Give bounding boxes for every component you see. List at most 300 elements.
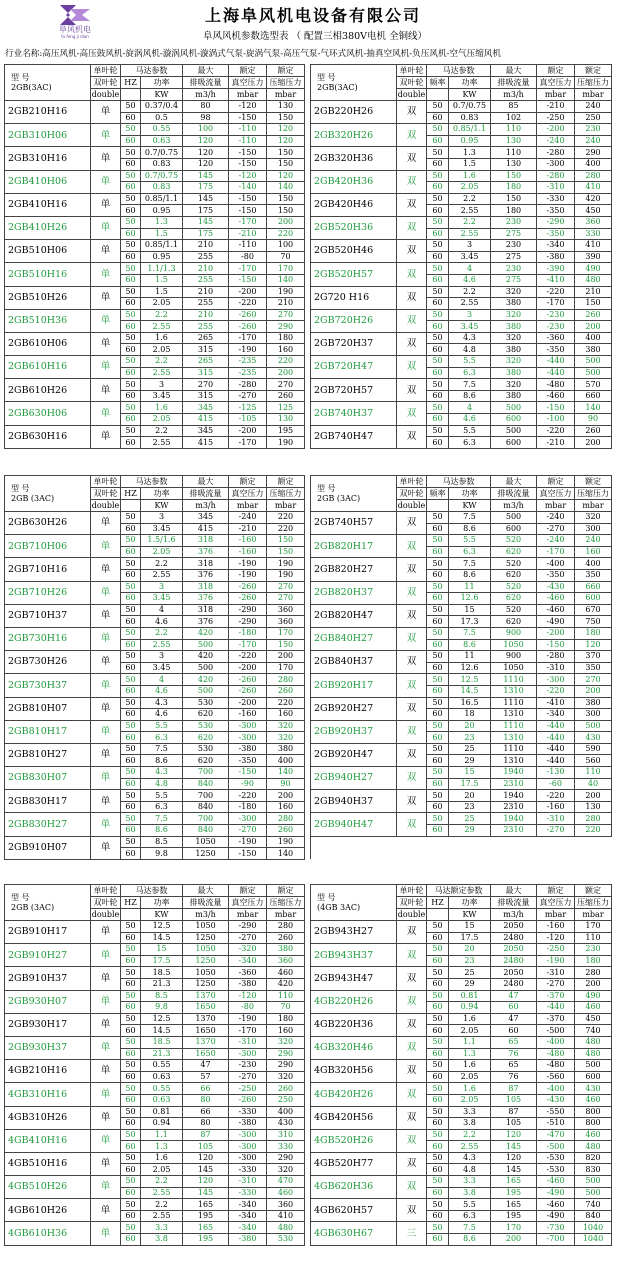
model-cell: 2GB740H57 <box>311 512 397 535</box>
freq-cell: 60 <box>427 932 449 944</box>
power-cell: 2.05 <box>141 414 183 426</box>
pressure-unit: mbar <box>267 909 305 921</box>
vacuum-cell: -160 <box>229 546 267 558</box>
impeller-type-cell: 双 <box>397 309 427 332</box>
flow-cell: 840 <box>183 778 229 790</box>
impeller-type-cell: 双 <box>397 1152 427 1175</box>
freq-cell: 50 <box>427 402 449 414</box>
flow-cell: 180 <box>491 182 537 194</box>
vacuum-cell: -200 <box>229 425 267 437</box>
power-cell: 20 <box>449 944 491 956</box>
freq-cell: 60 <box>427 228 449 240</box>
vacuum-cell: -430 <box>537 581 575 593</box>
pressure-cell: 460 <box>575 1002 612 1014</box>
flow-cell: 840 <box>183 801 229 813</box>
vacuum-cell: -110 <box>229 240 267 252</box>
freq-cell: 50 <box>427 558 449 570</box>
flow-cell: 420 <box>183 651 229 663</box>
pressure-cell: 170 <box>267 627 305 639</box>
power-cell: 15 <box>141 944 183 956</box>
freq-cell: 50 <box>427 425 449 437</box>
vacuum-cell: -260 <box>229 1094 267 1106</box>
freq-cell: 50 <box>427 944 449 956</box>
flow-cell: 120 <box>491 1152 537 1164</box>
vacuum-cell: -210 <box>229 228 267 240</box>
power-unit: KW <box>449 500 491 512</box>
flow-cell: 320 <box>491 286 537 298</box>
flow-cell: 1940 <box>491 767 537 779</box>
model-cell: 2GB830H27 <box>5 813 91 836</box>
vacuum-cell: -300 <box>229 1129 267 1141</box>
pressure-cell: 190 <box>267 286 305 298</box>
power-unit: KW <box>141 89 183 101</box>
vacuum-cell: -110 <box>229 135 267 147</box>
freq-cell: 50 <box>427 535 449 547</box>
power-cell: 0.37/0.4 <box>141 101 183 113</box>
vacuum-cell: -180 <box>229 627 267 639</box>
pressure-cell: 290 <box>267 1060 305 1072</box>
vacuum-cell: -160 <box>537 801 575 813</box>
flow-cell: 145 <box>183 1187 229 1199</box>
pressure-cell: 150 <box>575 298 612 310</box>
impeller-type-cell: 双 <box>397 813 427 836</box>
model-head-label: 型 号 <box>317 73 336 83</box>
vacuum-cell: -230 <box>229 1060 267 1072</box>
impeller-type-cell: 单 <box>91 425 121 448</box>
table-row <box>5 558 612 570</box>
flow-cell: 47 <box>183 1060 229 1072</box>
table-row <box>5 332 612 344</box>
power-cell: 1.1/1.3 <box>141 263 183 275</box>
power-cell: 0.85/1.1 <box>141 193 183 205</box>
vacuum-cell: -200 <box>537 124 575 136</box>
pressure-cell: 290 <box>267 321 305 333</box>
pressure-cell: 400 <box>575 558 612 570</box>
freq-cell: 60 <box>427 437 449 449</box>
vacuum-header: 真空压力 <box>229 488 267 500</box>
vacuum-cell: -140 <box>229 182 267 194</box>
power-cell: 17.3 <box>449 616 491 628</box>
table-row <box>5 124 612 136</box>
power-cell: 7.5 <box>141 813 183 825</box>
power-cell: 3.8 <box>449 1118 491 1130</box>
pressure-cell: 430 <box>575 1083 612 1095</box>
left-model-header <box>5 885 91 921</box>
pressure-cell: 100 <box>267 240 305 252</box>
pressure-cell: 110 <box>575 767 612 779</box>
vacuum-cell: -310 <box>229 1176 267 1188</box>
max-header: 最大 <box>491 885 537 897</box>
vacuum-cell: -530 <box>537 1164 575 1176</box>
impeller-type-cell: 单 <box>91 651 121 674</box>
pressure-cell: 490 <box>575 263 612 275</box>
pressure-cell: 130 <box>267 101 305 113</box>
impeller-header: double <box>91 89 120 99</box>
power-cell: 0.83 <box>449 112 491 124</box>
impeller-type-cell: 双 <box>397 240 427 263</box>
impeller-type-cell: 单 <box>91 967 121 990</box>
impeller-header: double <box>397 89 426 99</box>
freq-cell: 60 <box>427 639 449 651</box>
model-cell: 2GB930H37 <box>5 1036 91 1059</box>
freq-cell: 50 <box>121 1013 141 1025</box>
vacuum-cell: -270 <box>537 978 575 990</box>
power-cell: 1.5 <box>141 228 183 240</box>
flow-cell: 210 <box>183 286 229 298</box>
freq-cell: 60 <box>427 205 449 217</box>
pressure-cell: 200 <box>575 790 612 802</box>
pressure-cell: 430 <box>575 732 612 744</box>
impeller-header: 双叶轮 <box>397 77 427 89</box>
flow-cell: 620 <box>491 593 537 605</box>
power-cell: 11 <box>449 651 491 663</box>
power-cell: 2.2 <box>141 1199 183 1211</box>
impeller-type-cell: 双 <box>397 944 427 967</box>
impeller-type-cell: 单 <box>91 170 121 193</box>
pressure-cell: 130 <box>575 801 612 813</box>
impeller-type-cell: 双 <box>397 767 427 790</box>
impeller-type-cell: 双 <box>397 1083 427 1106</box>
flow-cell: 105 <box>491 1094 537 1106</box>
power-cell: 1.3 <box>449 147 491 159</box>
flow-cell: 60 <box>491 1025 537 1037</box>
vacuum-cell: -170 <box>537 546 575 558</box>
vacuum-cell: -80 <box>229 251 267 263</box>
power-cell: 1.5/1.6 <box>141 535 183 547</box>
freq-header: HZ <box>121 77 141 89</box>
impeller-type-cell: 双 <box>397 990 427 1013</box>
freq-cell: 50 <box>121 535 141 547</box>
flow-cell: 47 <box>491 990 537 1002</box>
flow-cell: 165 <box>491 1176 537 1188</box>
power-cell: 3 <box>141 651 183 663</box>
flow-unit: m3/h <box>183 89 229 101</box>
flow-cell: 380 <box>491 390 537 402</box>
vacuum-unit: mbar <box>229 909 267 921</box>
power-cell: 4.6 <box>449 414 491 426</box>
pressure-cell: 460 <box>575 1129 612 1141</box>
impeller-type-cell: 双 <box>397 1176 427 1199</box>
freq-header: HZ <box>121 897 141 909</box>
model-cell: 2GB730H26 <box>5 651 91 674</box>
pressure-cell: 230 <box>575 124 612 136</box>
freq-cell: 50 <box>121 790 141 802</box>
freq-cell: 50 <box>121 512 141 524</box>
power-cell: 6.3 <box>449 546 491 558</box>
impeller-type-cell: 双 <box>397 720 427 743</box>
model-cell: 4GB610H26 <box>5 1199 91 1222</box>
table-row <box>5 286 612 298</box>
pressure-cell: 470 <box>267 1176 305 1188</box>
table-row <box>5 216 612 228</box>
model-head-label: 型 号 <box>317 893 336 903</box>
flow-cell: 380 <box>491 344 537 356</box>
model-cell: 2GB210H16 <box>5 101 91 124</box>
flow-cell: 1250 <box>183 932 229 944</box>
company-logo <box>52 3 98 39</box>
impeller-type-cell: 单 <box>91 216 121 239</box>
vacuum-cell: -260 <box>229 309 267 321</box>
freq-cell: 60 <box>427 1048 449 1060</box>
freq-cell: 60 <box>427 546 449 558</box>
flow-cell: 275 <box>491 228 537 240</box>
power-header: 功率 <box>141 897 183 909</box>
freq-cell: 50 <box>121 836 141 848</box>
pressure-cell: 140 <box>267 848 305 860</box>
flow-cell: 1940 <box>491 813 537 825</box>
pressure-cell: 400 <box>575 158 612 170</box>
flow-cell: 415 <box>183 414 229 426</box>
vacuum-cell: -310 <box>537 182 575 194</box>
power-cell: 1.3 <box>141 216 183 228</box>
pressure-unit: mbar <box>267 89 305 101</box>
pressure-cell: 590 <box>575 743 612 755</box>
power-cell: 2.2 <box>141 627 183 639</box>
model-cell: 2GB810H07 <box>5 697 91 720</box>
model-cell: 2GB420H36 <box>311 170 397 193</box>
flow-cell: 120 <box>183 158 229 170</box>
freq-cell: 60 <box>121 732 141 744</box>
flow-cell: 175 <box>183 205 229 217</box>
pressure-cell: 210 <box>575 286 612 298</box>
table-row <box>5 1060 612 1072</box>
impeller-type-cell: 单 <box>91 1083 121 1106</box>
model-sub-label: 2GB (3AC) <box>11 902 55 912</box>
freq-cell: 50 <box>121 1060 141 1072</box>
power-cell: 5.5 <box>449 535 491 547</box>
flow-cell: 100 <box>183 124 229 136</box>
pressure-cell: 120 <box>267 170 305 182</box>
freq-cell: 60 <box>427 732 449 744</box>
power-cell: 0.7/0.75 <box>449 101 491 113</box>
page-header <box>0 0 629 60</box>
model-cell: 4GB520H26 <box>311 1129 397 1152</box>
flow-cell: 700 <box>183 790 229 802</box>
flow-cell: 315 <box>183 390 229 402</box>
freq-cell: 60 <box>121 569 141 581</box>
pressure-cell: 130 <box>267 414 305 426</box>
freq-cell: 60 <box>121 978 141 990</box>
model-cell: 2GB520H57 <box>311 263 397 286</box>
freq-cell: 60 <box>121 251 141 263</box>
flow-cell: 150 <box>491 170 537 182</box>
pressure-cell: 200 <box>267 367 305 379</box>
pressure-cell: 360 <box>267 616 305 628</box>
impeller-type-cell: 单 <box>91 697 121 720</box>
pressure-cell: 180 <box>575 627 612 639</box>
power-cell: 4 <box>141 604 183 616</box>
pressure-cell: 380 <box>267 743 305 755</box>
vacuum-cell: -120 <box>229 990 267 1002</box>
model-cell: 2GB320H26 <box>311 124 397 147</box>
header-row <box>5 65 612 77</box>
vacuum-cell: -150 <box>229 193 267 205</box>
freq-cell: 60 <box>427 1187 449 1199</box>
flow-cell: 255 <box>183 298 229 310</box>
flow-cell: 1110 <box>491 743 537 755</box>
pressure-cell: 1040 <box>575 1234 612 1246</box>
freq-cell: 50 <box>121 990 141 1002</box>
vacuum-cell: -380 <box>229 743 267 755</box>
pressure-cell: 190 <box>267 558 305 570</box>
freq-cell: 50 <box>427 813 449 825</box>
pressure-cell: 260 <box>267 932 305 944</box>
pressure-header: 压缩压力 <box>575 488 612 500</box>
model-cell: 2GB940H47 <box>311 813 397 836</box>
pressure-cell: 150 <box>267 112 305 124</box>
model-cell: 4GB610H36 <box>5 1222 91 1245</box>
freq-cell: 50 <box>121 767 141 779</box>
flow-cell: 87 <box>491 1106 537 1118</box>
impeller-type-cell: 双 <box>397 402 427 425</box>
pressure-cell: 320 <box>267 720 305 732</box>
vacuum-cell: -390 <box>537 263 575 275</box>
power-cell: 4.8 <box>449 1164 491 1176</box>
pressure-cell: 150 <box>267 546 305 558</box>
power-cell: 7.5 <box>449 512 491 524</box>
pressure-cell: 360 <box>267 955 305 967</box>
flow-cell: 87 <box>183 1129 229 1141</box>
impeller-type-cell: 双 <box>397 1036 427 1059</box>
vacuum-cell: -340 <box>229 955 267 967</box>
impeller-header: 单叶轮 <box>397 65 427 77</box>
vacuum-cell: -180 <box>229 801 267 813</box>
right-model-header <box>311 65 397 101</box>
vacuum-cell: -220 <box>537 286 575 298</box>
vacuum-cell: -330 <box>229 1106 267 1118</box>
flow-cell: 145 <box>491 1164 537 1176</box>
freq-cell: 50 <box>427 263 449 275</box>
freq-cell: 60 <box>427 755 449 767</box>
vacuum-cell: -220 <box>229 651 267 663</box>
impeller-type-cell: 双 <box>397 627 427 650</box>
model-head-label: 型 号 <box>11 484 30 494</box>
freq-cell: 50 <box>427 921 449 933</box>
vacuum-cell: -400 <box>537 1083 575 1095</box>
flow-cell: 145 <box>183 193 229 205</box>
flow-cell: 2310 <box>491 801 537 813</box>
pressure-cell: 220 <box>267 697 305 709</box>
impeller-type-cell: 双 <box>397 147 427 170</box>
table-row <box>5 1222 612 1234</box>
flow-cell: 345 <box>183 512 229 524</box>
freq-cell: 50 <box>121 674 141 686</box>
pressure-cell: 160 <box>267 709 305 721</box>
power-cell: 0.63 <box>141 1071 183 1083</box>
table-row <box>5 1176 612 1188</box>
pressure-cell: 195 <box>267 425 305 437</box>
pressure-cell: 120 <box>575 639 612 651</box>
flow-cell: 66 <box>183 1106 229 1118</box>
power-cell: 23 <box>449 732 491 744</box>
vacuum-cell: -260 <box>229 674 267 686</box>
freq-cell: 50 <box>121 240 141 252</box>
flow-cell: 85 <box>491 101 537 113</box>
freq-cell: 60 <box>121 848 141 860</box>
freq-cell: 60 <box>121 228 141 240</box>
pressure-cell: 840 <box>575 1210 612 1222</box>
impeller-type-cell: 双 <box>397 535 427 558</box>
freq-cell: 50 <box>121 1083 141 1095</box>
flow-cell: 620 <box>491 569 537 581</box>
vacuum-cell: -490 <box>537 1187 575 1199</box>
model-cell: 2GB840H37 <box>311 651 397 674</box>
freq-cell: 60 <box>121 437 141 449</box>
pressure-cell: 460 <box>267 967 305 979</box>
freq-cell: 50 <box>121 332 141 344</box>
pressure-cell: 250 <box>267 1094 305 1106</box>
freq-cell: 50 <box>427 1152 449 1164</box>
freq-cell: 60 <box>427 321 449 333</box>
impeller-type-cell: 单 <box>91 263 121 286</box>
power-cell: 17.5 <box>449 932 491 944</box>
model-cell: 2GB810H17 <box>5 720 91 743</box>
impeller-header: 单叶轮 <box>397 476 427 488</box>
power-cell: 8.5 <box>141 990 183 1002</box>
freq-cell: 60 <box>427 569 449 581</box>
vacuum-cell: -310 <box>229 1036 267 1048</box>
flow-cell: 500 <box>491 425 537 437</box>
flow-cell: 420 <box>183 627 229 639</box>
impeller-header: 单叶轮 <box>91 65 121 77</box>
model-cell: 4GB220H36 <box>311 1013 397 1036</box>
vacuum-cell: -340 <box>537 709 575 721</box>
power-cell: 4 <box>449 263 491 275</box>
flow-cell: 195 <box>183 1234 229 1246</box>
freq-cell: 50 <box>121 379 141 391</box>
vacuum-cell: -270 <box>229 390 267 402</box>
freq-cell: 50 <box>427 286 449 298</box>
flow-cell: 600 <box>491 523 537 535</box>
power-cell: 1.3 <box>449 1048 491 1060</box>
table-row <box>5 651 612 663</box>
pressure-cell: 500 <box>575 720 612 732</box>
vacuum-cell: -370 <box>537 1013 575 1025</box>
freq-cell: 60 <box>121 205 141 217</box>
pressure-cell: 190 <box>267 836 305 848</box>
pressure-cell: 240 <box>575 101 612 113</box>
vacuum-cell: -150 <box>229 158 267 170</box>
table-row <box>5 1036 612 1048</box>
model-cell: 2GB510H06 <box>5 240 91 263</box>
freq-cell: 50 <box>427 216 449 228</box>
table-row <box>5 813 612 825</box>
flow-cell: 1110 <box>491 720 537 732</box>
pressure-cell: 320 <box>267 732 305 744</box>
flow-cell: 65 <box>491 1036 537 1048</box>
power-cell: 1.6 <box>141 1152 183 1164</box>
power-cell: 6.3 <box>141 801 183 813</box>
flow-cell: 1250 <box>183 848 229 860</box>
vacuum-cell: -560 <box>537 1071 575 1083</box>
flow-cell: 376 <box>183 569 229 581</box>
power-cell: 2.55 <box>449 228 491 240</box>
vacuum-cell: -440 <box>537 367 575 379</box>
model-cell: 2GB630H26 <box>5 512 91 535</box>
flow-cell: 275 <box>491 251 537 263</box>
pressure-cell: 90 <box>575 414 612 426</box>
freq-cell: 50 <box>121 147 141 159</box>
pressure-cell: 460 <box>575 1094 612 1106</box>
vacuum-cell: -350 <box>537 344 575 356</box>
flow-cell: 145 <box>183 170 229 182</box>
model-head-label: 型 号 <box>11 73 30 83</box>
impeller-header: 双叶轮 <box>91 488 121 500</box>
freq-cell: 60 <box>121 825 141 837</box>
freq-cell: 60 <box>121 593 141 605</box>
impeller-type-cell: 单 <box>91 1176 121 1199</box>
freq-cell: 50 <box>427 1106 449 1118</box>
